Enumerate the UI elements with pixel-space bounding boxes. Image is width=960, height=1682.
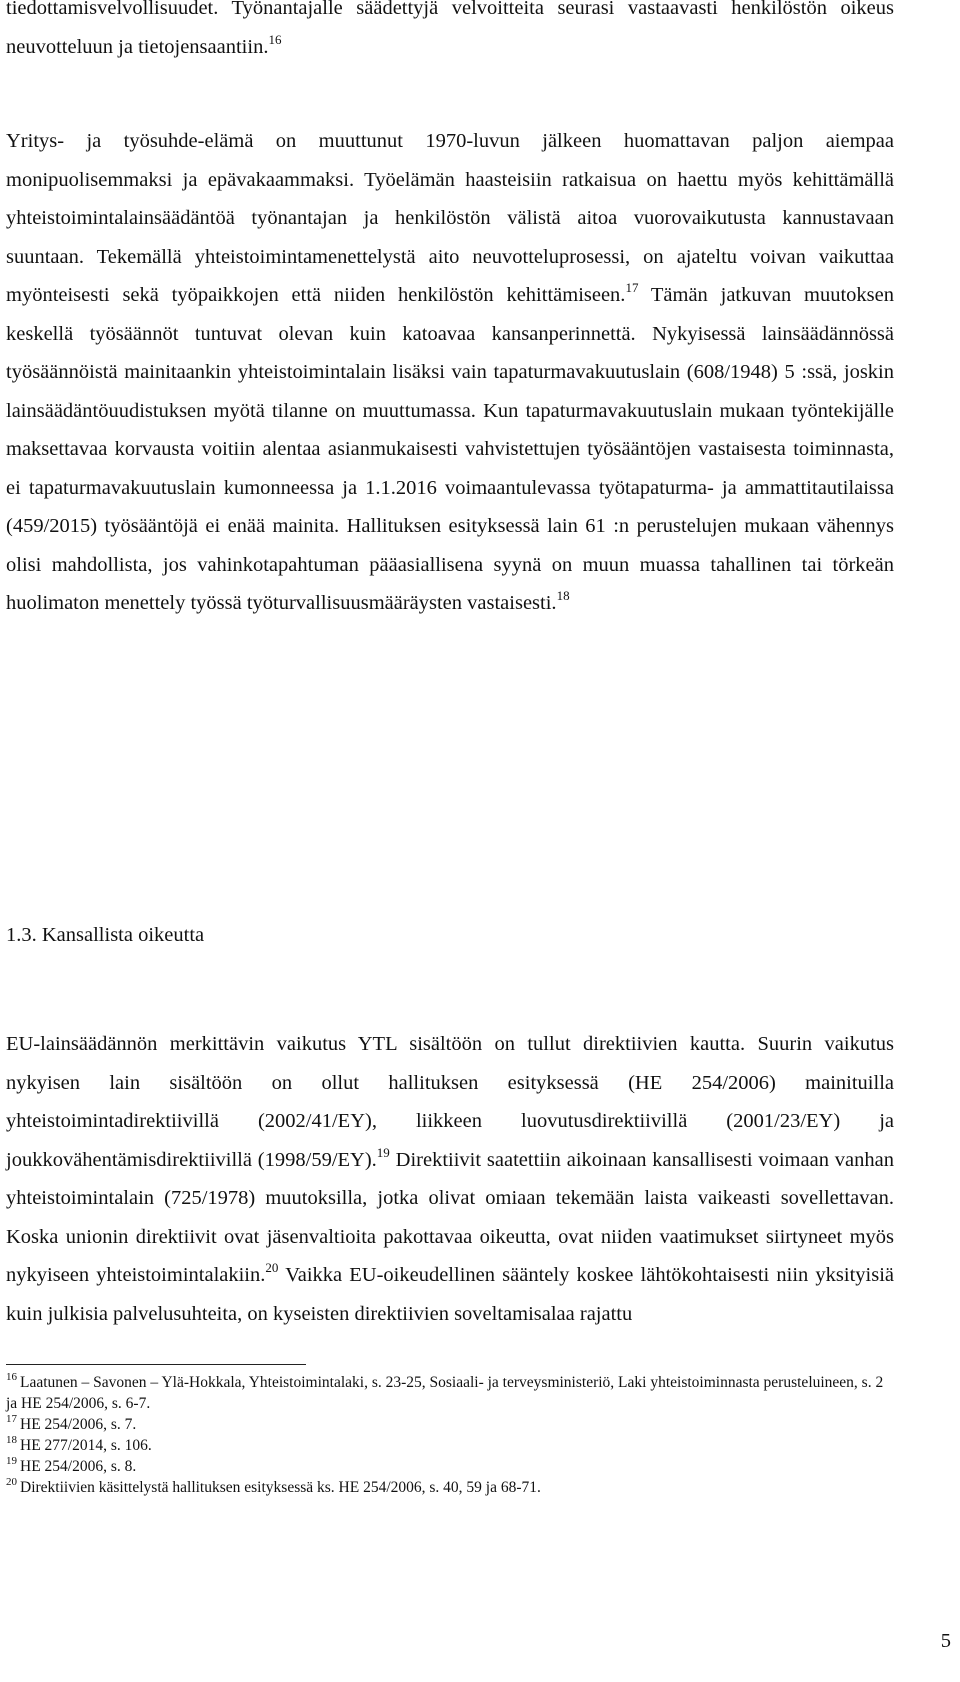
footnote-number: 16 — [6, 1371, 17, 1383]
footnote-18 — [6, 1435, 894, 1456]
footnotes — [6, 1372, 894, 1498]
footnote-text: HE 254/2006, s. 8. — [20, 1458, 137, 1475]
footnote-17 — [6, 1414, 894, 1435]
footnote-ref-19: 19 — [376, 1144, 390, 1160]
footnote-16 — [6, 1372, 894, 1414]
footnote-ref-16: 16 — [268, 31, 282, 47]
paragraph-2 — [6, 122, 894, 623]
paragraph-3 — [6, 1025, 894, 1333]
footnote-text: Direktiivien käsittelystä hallituksen esityksessä ks. HE 254/2006, s. 40, 59 ja 68-71. — [20, 1479, 541, 1496]
footnote-number: 18 — [6, 1434, 17, 1446]
footnote-text: Laatunen – Savonen – Ylä-Hokkala, Yhteistoimintalaki, s. 23-25, Sosiaali- ja terveysministeriö, Laki yhteistoiminnasta perusteluineen, s. 2 ja HE 254/2006, s. 6-7. — [6, 1374, 884, 1412]
paragraph-3-text-2: Direktiivit saatettiin aikoinaan kansallisesti voimaan vanhan yhteistoimintalain (725/1978) muutoksilla, jotka olivat omiaan tekemään laista vaikeasti sovellettavan. Koska unionin direktiivit ovat jäsenvaltioita pakottavaa oikeutta, ovat niiden vaatimukset siirtyneet myös nykyiseen yhteistoimintalakiin. — [6, 1148, 894, 1286]
footnote-number: 19 — [6, 1455, 17, 1467]
footnote-19 — [6, 1456, 894, 1477]
footnote-number: 20 — [6, 1476, 17, 1488]
footnote-20 — [6, 1477, 894, 1498]
paragraph-2-text-2: Tämän jatkuvan muutoksen keskellä työsäännöt tuntuvat olevan kuin katoavaa kansanperinnettä. Nykyisessä lainsäädännössä työsäännöistä mainitaankin yhteistoimintalain lisäksi vain tapaturmavakuutuslain (608/1948) 5 :ssä, joskin lainsäädäntöuudistuksen myötä tilanne on muuttumassa. Kun tapaturmavakuutuslain mukaan työntekijälle maksettavaa korvausta voitiin alentaa asianmukaisesti vahvistettujen työsääntöjen vastaisesta toiminnasta, ei tapaturmavakuutuslain kumonneessa ja 1.1.2016 voimaantulevassa työtapaturma- ja ammattitautilaissa (459/2015) työsääntöjä ei enää mainita. Hallituksen esityksessä lain 61 :n perustelujen mukaan vähennys olisi mahdollista, jos vahinkotapahtuman pääasiallisena syynä on muun muassa tahallinen tai törkeän huolimaton menettely työssä työturvallisuusmääräysten vastaisesti. — [6, 284, 894, 614]
paragraph-1-text: tiedottamisvelvollisuudet. Työnantajalle säädettyjä velvoitteita seurasi vastaavasti henkilöstön oikeus neuvotteluun ja tietojensaantiin. — [6, 0, 894, 58]
paragraph-3-text-3: Vaikka EU-oikeudellinen sääntely koskee lähtökohtaisesti niin yksityisiä kuin julkisia palvelusuhteita, on kyseisten direktiivien soveltamisalaa rajattu — [6, 1264, 895, 1325]
footnote-ref-20: 20 — [265, 1260, 279, 1275]
footnote-text: HE 254/2006, s. 7. — [20, 1416, 137, 1433]
page-number: 5 — [940, 1630, 951, 1652]
footnote-ref-17: 17 — [625, 280, 639, 295]
footnote-text: HE 277/2014, s. 106. — [20, 1437, 152, 1454]
paragraph-2-text-1: Yritys- ja työsuhde-elämä on muuttunut 1970-luvun jälkeen huomattavan paljon aiempaa monipuolisemmaksi ja epävakaammaksi. Työelämän haasteisiin ratkaisua on haettu myös kehittämällä yhteistoimintalainsäädäntöä työnantajan ja henkilöstön välistä aitoa vuorovaikutusta kannustavaan suuntaan. Tekemällä yhteistoimintamenettelystä aito neuvotteluprosessi, on ajateltu voivan vaikuttaa myönteisesti sekä työpaikkojen että niiden henkilöstön kehittämiseen. — [6, 130, 894, 306]
section-heading: 1.3. Kansallista oikeutta — [6, 924, 205, 946]
footnote-number: 17 — [6, 1413, 17, 1425]
footnote-ref-18: 18 — [556, 588, 570, 603]
footnote-divider — [6, 1364, 306, 1365]
paragraph-3-text-1: EU-lainsäädännön merkittävin vaikutus YTL sisältöön on tullut direktiivien kautta. Suurin vaikutus nykyisen lain sisältöön on ollut hallituksen esityksessä (HE 254/2006) mainituilla yhteistoimintadirektiivillä (2002/41/EY), liikkeen luovutusdirektiivillä (2001/23/EY) ja joukkovähentämisdirektiivillä (1998/59/EY). — [6, 1033, 894, 1171]
paragraph-1 — [6, 0, 894, 66]
